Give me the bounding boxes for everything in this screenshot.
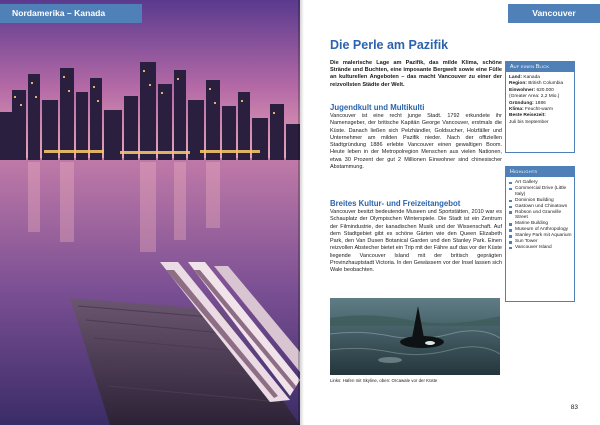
section-text-youth: Vancouver ist eine recht junge Stadt. 1792 erkundete ihr Namensgeber, der britische Kapitän George Vancouver, erstmals die Küste. Danach ließen sich Pelzhändler, Goldsucher, Holzfäller und Unternehmer am milden Pazifik nieder. Nach der offiziellen Stadtgründung 1886 erlebte Vancouver einen gewaltigen Boom. Heute leben in der Metropolregion Menschen aus vielen Nationen, etwa 30 Prozent der gut 2 Millionen Einwohner sind chinesischer Abstammung. <box>330 113 502 171</box>
section-tab-left: Nordamerika – Kanada <box>0 4 142 23</box>
glance-box-title: Auf einen Blick <box>506 62 574 72</box>
section-tab-right: Vancouver <box>508 4 600 23</box>
highlights-list <box>506 177 574 251</box>
fact-season-label-text: Beste Reisezeit: <box>509 113 546 119</box>
fact-season-value: Juli bis September <box>509 119 549 125</box>
orca-whale-photo <box>330 298 500 375</box>
fact-climate-label: Klima: <box>509 107 524 113</box>
list-item: Sun Tower <box>509 239 572 245</box>
list-item: Museum of Anthropology <box>509 227 572 233</box>
section-heading-culture: Breites Kultur- und Freizeitangebot <box>330 199 461 208</box>
list-item: Vancouver Island <box>509 245 572 251</box>
highlights-box <box>505 166 575 302</box>
fact-land-value: Kanada <box>522 75 540 80</box>
fact-region-value: British Columbia <box>526 81 564 87</box>
section-heading-youth: Jugendkult und Multikulti <box>330 103 425 112</box>
page-number: 83 <box>570 404 578 411</box>
list-item: Art Gallery <box>509 180 572 186</box>
fact-founded-label: Gründung: <box>509 100 534 106</box>
page-title: Die Perle am Pazifik <box>330 38 449 52</box>
right-page <box>300 0 600 425</box>
list-item: Commercial Drive (Little Italy) <box>509 186 572 198</box>
fact-land-label: Land: <box>509 75 523 80</box>
photo-caption: Links: Hafen mit Skyline, oben: Orcawale vor der Küste <box>330 378 438 383</box>
fact-founded-value: 1886 <box>533 100 546 106</box>
fact-population-value: 620.000 <box>535 87 554 93</box>
section-text-culture: Vancouver besitzt bedeutende Museen und Sportstätten, 2010 war es Schauplatz der Olympischen Winterspiele. Die Stadt ist ein Zentrum der Filmindustrie, der kanadischen Musik und der Wissenschaft. Auf dem Stadtgebiet gibt es schöne Gärten wie den Queen Elizabeth Park, den Van Dusen Botanical Garden und den Stanley Park. Einen reizvollen Abstecher bietet ein Trip mit der Fähre auf das vor der Küste liegende Vancouver Island mit der britisch geprägten Provinzhauptstadt Victoria. In den Gewässern vor der Insel lassen sich Wale beobachten. <box>330 209 503 274</box>
glance-facts <box>506 72 574 128</box>
list-item: Gastown und Chinatown <box>509 204 572 210</box>
fact-population-extra: (Greater Area: 2,2 Mio.) <box>509 94 560 100</box>
list-item: Robson und Granville Street <box>509 210 572 222</box>
intro-paragraph: Die malerische Lage am Pazifik, das milde Klima, schöne Strände und Buchten, eine imposante Bergwelt sowie eine Fülle an kulturellen Angeboten – das macht Vancouver zu einer der reizvollsten Städte der Welt. <box>330 60 502 88</box>
list-item: Stanley Park mit Aquarium <box>509 233 572 239</box>
highlights-box-title: Highlights <box>506 167 574 177</box>
fact-climate-value: Feucht-warm <box>523 107 553 113</box>
list-item: Marine Building <box>509 221 572 227</box>
fact-population-label: Einwohner: <box>509 87 536 93</box>
fact-region-label: Region: <box>509 81 527 87</box>
list-item: Dominion Building <box>509 198 572 204</box>
glance-box <box>505 61 575 153</box>
